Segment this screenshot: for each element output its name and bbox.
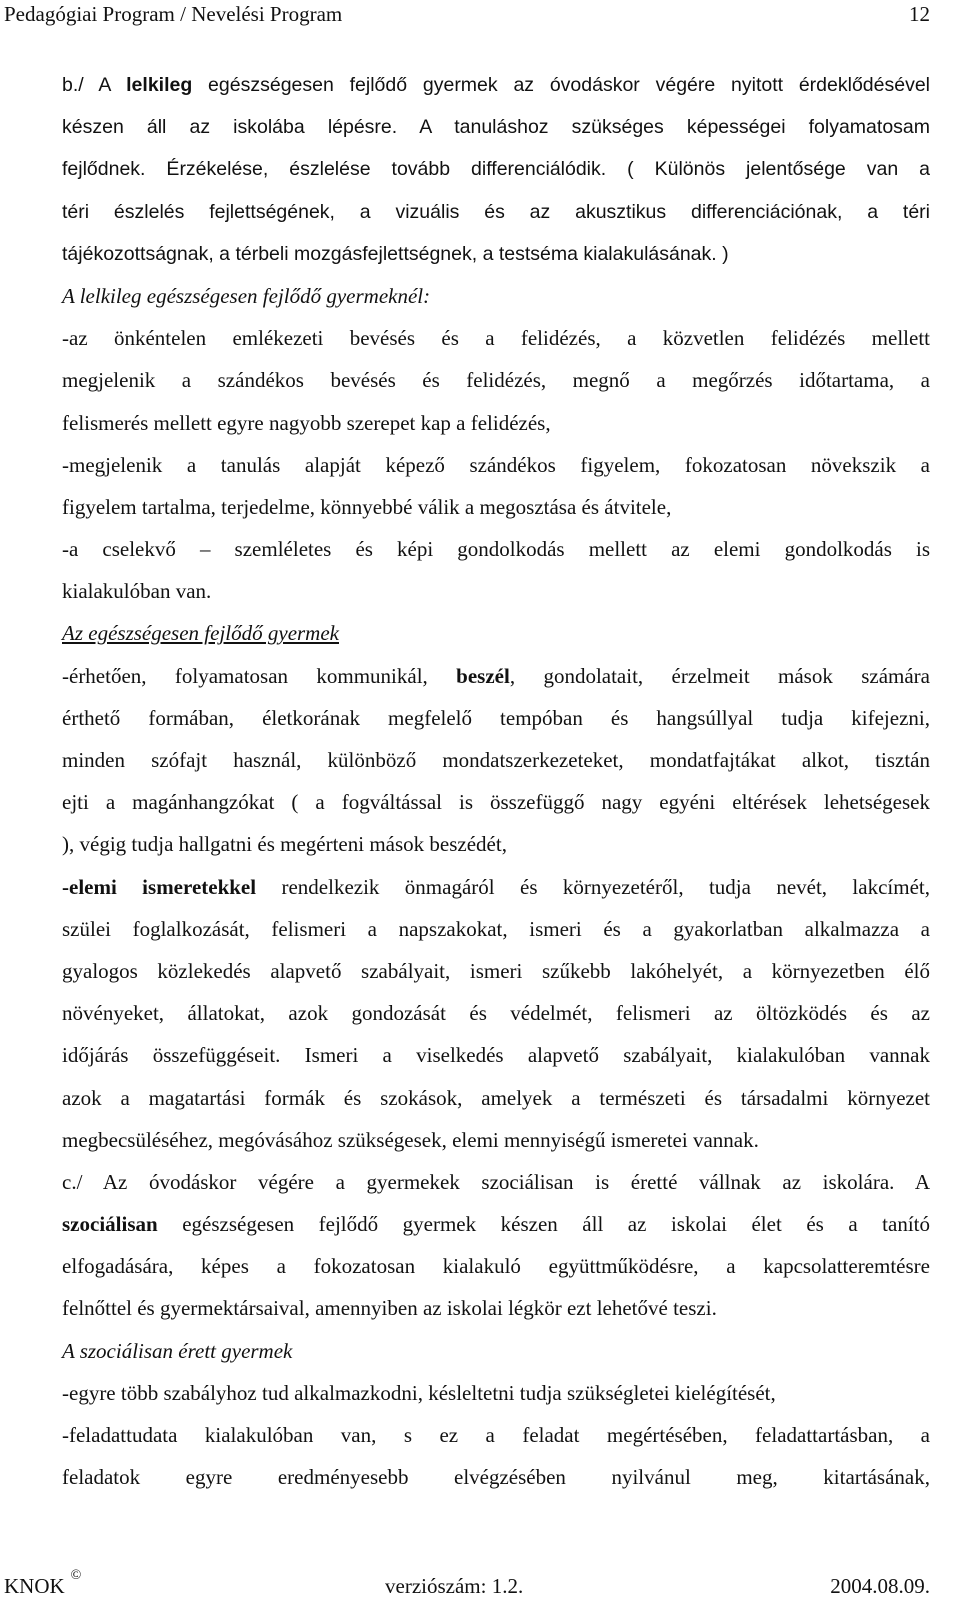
section-heading: A szociálisan érett gyermek bbox=[62, 1338, 293, 1363]
text-line: c./ Az óvodáskor végére a gyermekek szociálisan is éretté vállnak az iskolára. A bbox=[62, 1169, 930, 1194]
text-line: azok a magatartási formák és szokások, amelyek a természeti és társadalmi környezet bbox=[62, 1085, 930, 1110]
text-line: -érhetően, folyamatosan kommunikál, beszél, gondolatait, érzelmeit mások számára bbox=[62, 663, 930, 688]
text-line: növényeket, állatokat, azok gondozását és védelmét, felismeri az öltözködés és az bbox=[62, 1001, 930, 1026]
text-line: tájékozottságnak, a térbeli mozgásfejlettségnek, a testséma kialakulásának. ) bbox=[62, 242, 729, 265]
text-line: készen áll az iskolába lépésre. A tanuláshoz szükséges képességei folyamatosam bbox=[62, 116, 930, 139]
text-line: szociálisan egészségesen fejlődő gyermek készen áll az iskolai élet és a tanító bbox=[62, 1212, 930, 1237]
text-line: felismerés mellett egyre nagyobb szerepet kap a felidézés, bbox=[62, 410, 551, 435]
text-line: kialakulóban van. bbox=[62, 579, 212, 604]
text-line: minden szófajt használ, különböző mondatszerkezeteket, mondatfajtákat alkot, tisztán bbox=[62, 748, 930, 772]
bold-term: beszél bbox=[456, 663, 510, 688]
text-line: megbecsüléséhez, megóvásához szükségesek, elemi mennyiségű ismeretei vannak. bbox=[62, 1127, 759, 1152]
text-line: -a cselekvő – szemléletes és képi gondolkodás mellett az elemi gondolkodás is bbox=[62, 537, 930, 562]
body-text bbox=[62, 64, 930, 1498]
page-number: 12 bbox=[909, 2, 930, 26]
text-line: felnőttel és gyermektársaival, amennyiben az iskolai légkör ezt lehetővé teszi. bbox=[62, 1296, 717, 1321]
footer-organization: KNOK © bbox=[4, 1568, 82, 1598]
text-line: érthető formában, életkorának megfelelő tempóban és hangsúllyal tudja kifejezni, bbox=[62, 705, 930, 730]
text-line: -feladattudata kialakulóban van, s ez a feladat megértésében, feladattartásban, a bbox=[62, 1423, 930, 1447]
copyright-symbol: © bbox=[70, 1568, 82, 1583]
text-line: -megjelenik a tanulás alapját képező szándékos figyelem, fokozatosan növekszik a bbox=[62, 452, 930, 477]
footer-version: verziószám: 1.2. bbox=[385, 1574, 524, 1598]
bold-term: lelkileg bbox=[126, 74, 193, 96]
text-line: fejlődnek. Érzékelése, észlelése tovább differenciálódik. ( Különös jelentősége van a bbox=[62, 158, 930, 181]
page-footer bbox=[0, 1564, 930, 1613]
bold-term: -elemi ismeretekkel bbox=[62, 874, 257, 899]
bold-term: szociálisan bbox=[62, 1212, 158, 1237]
text-line: szülei foglalkozását, felismeri a napszakokat, ismeri és a gyakorlatban alkalmazza a bbox=[62, 916, 930, 941]
text-line: megjelenik a szándékos bevésés és felidézés, megnő a megőrzés időtartama, a bbox=[62, 368, 930, 393]
text-line: elfogadására, képes a fokozatosan kialakuló együttműködésre, a kapcsolatteremtésre bbox=[62, 1254, 930, 1279]
document-title: Pedagógiai Program / Nevelési Program bbox=[4, 2, 343, 26]
text-line: ), végig tudja hallgatni és megérteni mások beszédét, bbox=[62, 832, 507, 857]
text-line: -elemi ismeretekkel rendelkezik önmagáról és környezetéről, tudja nevét, lakcímét, bbox=[62, 874, 930, 899]
section-heading: A lelkileg egészségesen fejlődő gyermeknél: bbox=[62, 283, 431, 308]
text-line: téri észlelés fejlettségének, a vizuális és az akusztikus differenciációnak, a téri bbox=[62, 200, 930, 223]
page-header bbox=[0, 0, 930, 40]
section-heading: Az egészségesen fejlődő gyermek bbox=[62, 621, 339, 646]
footer-date: 2004.08.09. bbox=[830, 1574, 930, 1598]
text-line: gyalogos közlekedés alapvető szabályait, ismeri szűkebb lakóhelyét, a környezetben élő bbox=[62, 958, 930, 983]
text-line: b./ A lelkileg egészségesen fejlődő gyermek az óvodáskor végére nyitott érdeklődésével bbox=[62, 74, 931, 96]
text-line: időjárás összefüggéseit. Ismeri a viselkedés alapvető szabályait, kialakulóban vannak bbox=[62, 1043, 930, 1068]
text-line: -az önkéntelen emlékezeti bevésés és a felidézés, a közvetlen felidézés mellett bbox=[62, 326, 930, 351]
text-line: figyelem tartalma, terjedelme, könnyebbé válik a megosztása és átvitele, bbox=[62, 494, 672, 519]
text-line: feladatok egyre eredményesebb elvégzésében nyilvánul meg, kitartásának, bbox=[62, 1465, 930, 1490]
text-line: ejti a magánhangzókat ( a fogváltással is összefüggő nagy egyéni eltérések lehetségesek bbox=[62, 790, 930, 815]
text-line: -egyre több szabályhoz tud alkalmazkodni, késleltetni tudja szükségletei kielégítését, bbox=[62, 1380, 776, 1405]
